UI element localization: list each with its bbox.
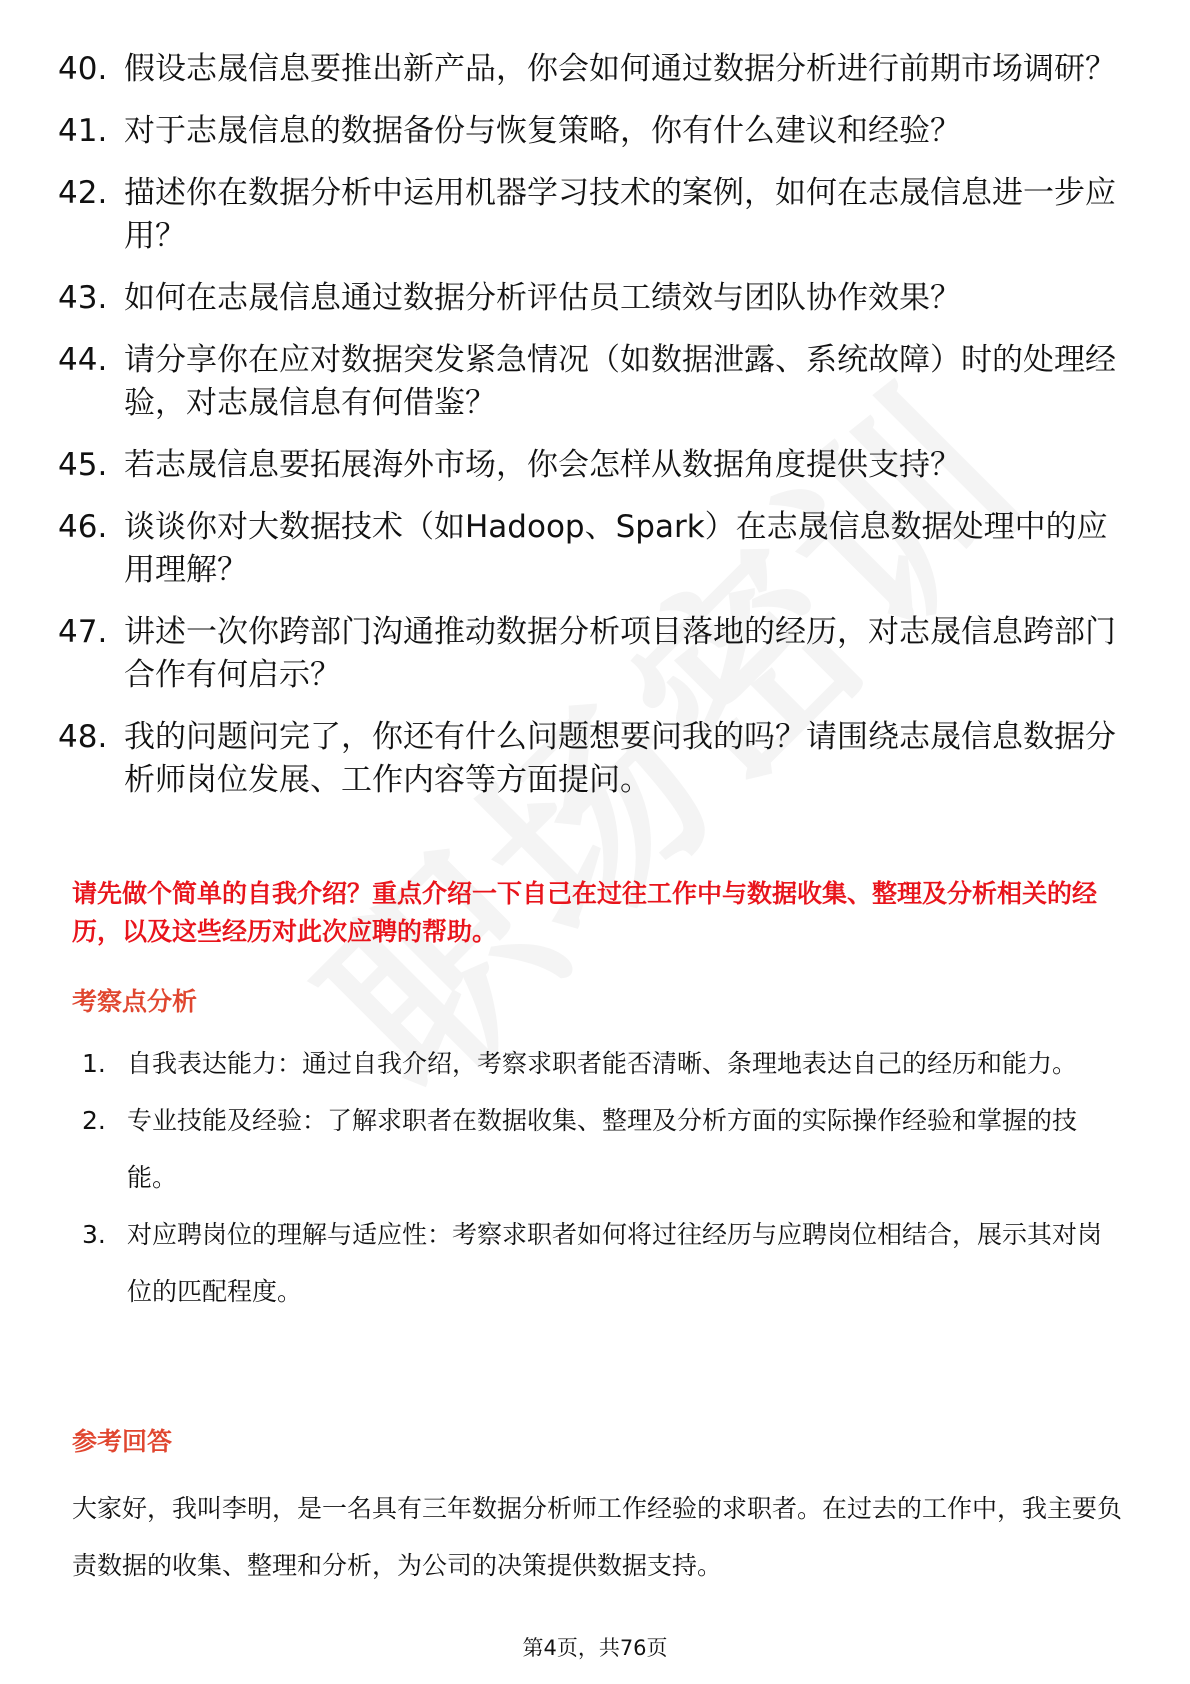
question-number: 45. bbox=[58, 447, 108, 483]
analysis-number: 1. bbox=[82, 1049, 106, 1078]
list-item bbox=[58, 339, 1118, 425]
question-text: 对于志晟信息的数据备份与恢复策略，你有什么建议和经验？ bbox=[124, 113, 961, 149]
question-text: 假设志晟信息要推出新产品，你会如何通过数据分析进行前期市场调研？ bbox=[124, 51, 1116, 87]
list-item bbox=[58, 48, 1118, 91]
question-number: 44. bbox=[58, 342, 108, 378]
question-number: 43. bbox=[58, 280, 108, 316]
analysis-number: 3. bbox=[82, 1220, 106, 1249]
analysis-text: 自我表达能力：通过自我介绍，考察求职者能否清晰、条理地表达自己的经历和能力。 bbox=[127, 1049, 1078, 1078]
question-list bbox=[58, 48, 1118, 821]
list-item bbox=[58, 444, 1118, 487]
analysis-text: 专业技能及经验：了解求职者在数据收集、整理及分析方面的实际操作经验和掌握的技能。 bbox=[127, 1106, 1078, 1192]
reference-answer: 大家好，我叫李明，是一名具有三年数据分析师工作经验的求职者。在过去的工作中，我主要负责数据的收集、整理和分析，为公司的决策提供数据支持。 bbox=[72, 1494, 1123, 1580]
question-number: 40. bbox=[58, 51, 108, 87]
analysis-heading: 考察点分析 bbox=[72, 987, 198, 1016]
list-item bbox=[58, 506, 1118, 592]
list-item bbox=[82, 1206, 1122, 1320]
question-text: 讲述一次你跨部门沟通推动数据分析项目落地的经历，对志晟信息跨部门合作有何启示？ bbox=[124, 614, 1116, 693]
list-item bbox=[58, 110, 1118, 153]
list-item bbox=[82, 1035, 1122, 1092]
question-number: 42. bbox=[58, 175, 108, 211]
question-text: 若志晟信息要拓展海外市场，你会怎样从数据角度提供支持？ bbox=[124, 447, 961, 483]
page-footer: 第4页，共76页 bbox=[522, 1636, 668, 1660]
analysis-number: 2. bbox=[82, 1106, 106, 1135]
list-item bbox=[82, 1092, 1122, 1206]
question-text: 请分享你在应对数据突发紧急情况（如数据泄露、系统故障）时的处理经验，对志晟信息有何借鉴？ bbox=[124, 342, 1116, 421]
reference-heading: 参考回答 bbox=[72, 1427, 173, 1456]
question-text: 我的问题问完了，你还有什么问题想要问我的吗？请围绕志晟信息数据分析师岗位发展、工作内容等方面提问。 bbox=[124, 719, 1116, 798]
list-item bbox=[58, 611, 1118, 697]
question-number: 47. bbox=[58, 614, 108, 650]
list-item bbox=[58, 716, 1118, 802]
question-text: 如何在志晟信息通过数据分析评估员工绩效与团队协作效果？ bbox=[124, 280, 961, 316]
question-text: 谈谈你对大数据技术（如Hadoop、Spark）在志晟信息数据处理中的应用理解？ bbox=[124, 509, 1108, 588]
featured-question: 请先做个简单的自我介绍？重点介绍一下自己在过往工作中与数据收集、整理及分析相关的经历，以及这些经历对此次应聘的帮助。 bbox=[72, 879, 1098, 946]
list-item bbox=[58, 172, 1118, 258]
list-item bbox=[58, 277, 1118, 320]
question-number: 46. bbox=[58, 509, 108, 545]
question-number: 48. bbox=[58, 719, 108, 755]
analysis-list bbox=[82, 1035, 1122, 1320]
question-number: 41. bbox=[58, 113, 108, 149]
question-text: 描述你在数据分析中运用机器学习技术的案例，如何在志晟信息进一步应用？ bbox=[124, 175, 1116, 254]
analysis-text: 对应聘岗位的理解与适应性：考察求职者如何将过往经历与应聘岗位相结合，展示其对岗位的匹配程度。 bbox=[127, 1220, 1103, 1306]
